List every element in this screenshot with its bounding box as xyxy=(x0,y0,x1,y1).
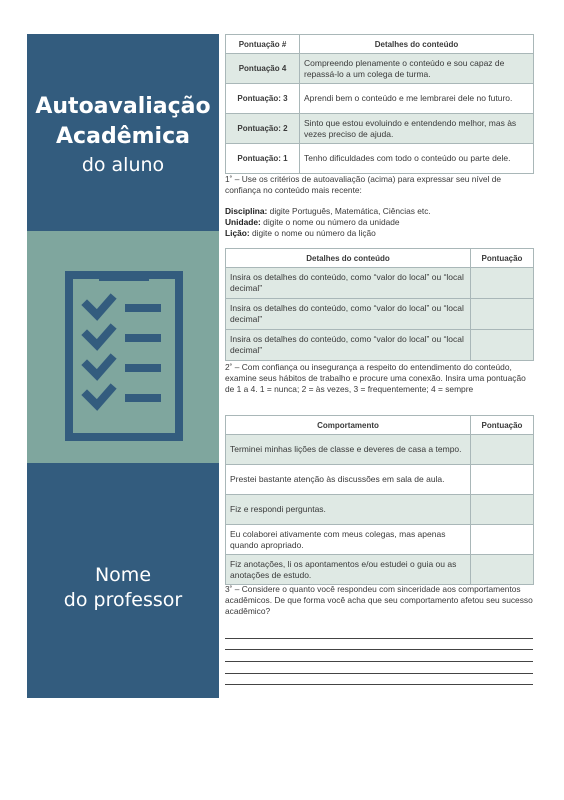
page-subtitle: do aluno xyxy=(81,154,165,176)
content-row xyxy=(226,299,534,330)
lesson-value[interactable]: digite o nome ou número da lição xyxy=(249,228,376,238)
sidebar-title-block xyxy=(27,34,219,231)
content-header-details: Detalhes do conteúdo xyxy=(226,249,471,268)
behavior-score-cell[interactable] xyxy=(471,465,534,495)
teacher-name-line-1: Nome xyxy=(94,564,152,586)
answer-line[interactable] xyxy=(225,673,533,674)
behavior-text: Prestei bastante atenção às discussões em sala de aula. xyxy=(226,465,471,495)
discipline-label: Disciplina: xyxy=(225,206,268,216)
content-details-cell[interactable]: Insira os detalhes do conteúdo, como “valor do local” ou “local decimal” xyxy=(226,330,471,361)
behavior-table xyxy=(225,415,534,585)
teacher-name-line-2: do professor xyxy=(63,589,183,611)
answer-line[interactable] xyxy=(225,661,533,662)
behavior-row xyxy=(226,495,534,525)
scale-score: Pontuação: 1 xyxy=(226,144,300,174)
step1-instructions: 1˚ – Use os critérios de autoavaliação (acima) para expressar seu nível de confiança no conteúdo mais recente: xyxy=(225,174,502,195)
behavior-row xyxy=(226,555,534,585)
content-details-cell[interactable]: Insira os detalhes do conteúdo, como “valor do local” ou “local decimal” xyxy=(226,299,471,330)
content-details-cell[interactable]: Insira os detalhes do conteúdo, como “valor do local” ou “local decimal” xyxy=(226,268,471,299)
page-title-line-1: Autoavaliação xyxy=(35,94,211,119)
step1-field-unit xyxy=(225,217,535,228)
content-header-score: Pontuação xyxy=(471,249,534,268)
behavior-row xyxy=(226,465,534,495)
answer-line[interactable] xyxy=(225,649,533,650)
behavior-text: Eu colaborei ativamente com meus colegas, mas apenas quando apropriado. xyxy=(226,525,471,555)
scale-row xyxy=(226,144,534,174)
behavior-header: Comportamento xyxy=(226,416,471,435)
sidebar xyxy=(27,34,219,698)
scale-row xyxy=(226,84,534,114)
content-score-cell[interactable] xyxy=(471,330,534,361)
behavior-row xyxy=(226,435,534,465)
page-title-line-2: Acadêmica xyxy=(56,124,190,149)
unit-label: Unidade: xyxy=(225,217,261,227)
step3-instructions: 3˚ – Considere o quanto você respondeu com sinceridade aos comportamentos acadêmicos. De que forma você acha que seu comportamento afetou seu sucesso acadêmico? xyxy=(225,584,533,616)
scale-text: Tenho dificuldades com todo o conteúdo ou parte dele. xyxy=(300,144,534,174)
discipline-value[interactable]: digite Português, Matemática, Ciências etc. xyxy=(267,206,431,216)
answer-line[interactable] xyxy=(225,684,533,685)
behavior-text: Terminei minhas lições de classe e deveres de casa a tempo. xyxy=(226,435,471,465)
lesson-label: Lição: xyxy=(225,228,250,238)
scale-row xyxy=(226,114,534,144)
answer-line[interactable] xyxy=(225,638,533,639)
content-row xyxy=(226,330,534,361)
scale-header-details: Detalhes do conteúdo xyxy=(300,35,534,54)
scale-header-score: Pontuação # xyxy=(226,35,300,54)
behavior-text: Fiz anotações, li os apontamentos e/ou estudei o guia ou as anotações de estudo. xyxy=(226,555,471,585)
step1-field-discipline xyxy=(225,206,535,217)
behavior-score-cell[interactable] xyxy=(471,525,534,555)
scale-text: Compreendo plenamente o conteúdo e sou capaz de repassá-lo a um colega de turma. xyxy=(300,54,534,84)
scale-row xyxy=(226,54,534,84)
behavior-text: Fiz e respondi perguntas. xyxy=(226,495,471,525)
content-table xyxy=(225,248,534,361)
scale-score: Pontuação: 2 xyxy=(226,114,300,144)
scale-score: Pontuação: 3 xyxy=(226,84,300,114)
behavior-row xyxy=(226,525,534,555)
scale-score: Pontuação 4 xyxy=(226,54,300,84)
scale-text: Aprendi bem o conteúdo e me lembrarei dele no futuro. xyxy=(300,84,534,114)
unit-value[interactable]: digite o nome ou número da unidade xyxy=(260,217,400,227)
behavior-score-cell[interactable] xyxy=(471,435,534,465)
behavior-score-cell[interactable] xyxy=(471,555,534,585)
step1-field-lesson xyxy=(225,228,535,239)
clipboard-checklist-icon xyxy=(65,271,183,441)
behavior-header-score: Pontuação xyxy=(471,416,534,435)
scale-text: Sinto que estou evoluindo e entendendo melhor, mas às vezes preciso de ajuda. xyxy=(300,114,534,144)
content-score-cell[interactable] xyxy=(471,268,534,299)
sidebar-teacher-block xyxy=(27,463,219,698)
scale-table xyxy=(225,34,534,174)
content-row xyxy=(226,268,534,299)
step2-instructions: 2˚ – Com confiança ou insegurança a respeito do entendimento do conteúdo, examine seus hábitos de trabalho e procure uma conexão. Insira uma pontuação de 1 a 4. 1 = nunca; 2 = às vezes, 3 = frequentemente; 4 = sempre xyxy=(225,362,526,394)
behavior-score-cell[interactable] xyxy=(471,495,534,525)
content-score-cell[interactable] xyxy=(471,299,534,330)
